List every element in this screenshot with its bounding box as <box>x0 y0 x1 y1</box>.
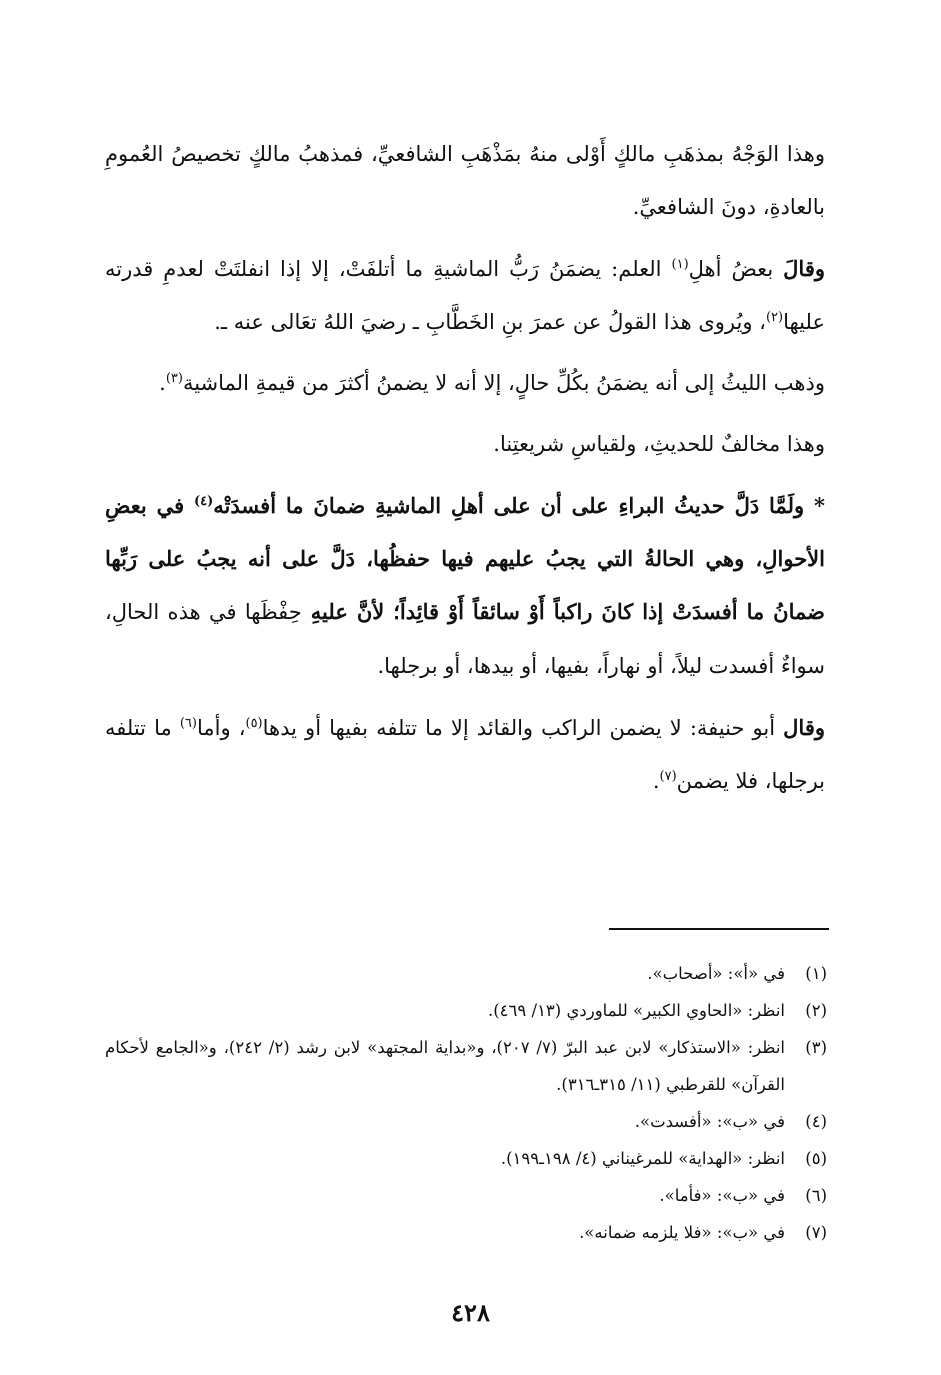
footnote-reference: (٦) <box>179 716 197 731</box>
text-segment: العلم: يضمَنُ رَبُّ الماشيةِ ما أتلفَتْ، إلا إذا انفلتَتْ لعدمِ قدرته عليها <box>105 257 825 334</box>
text-segment: * ولَمَّا دَلَّ حديثُ البراءِ على أن على أهلِ الماشيةِ ضمانَ ما أفسدَتْه <box>213 493 825 518</box>
paragraph <box>105 701 825 808</box>
footnote-text: في «ب»: «فأما». <box>659 1186 785 1205</box>
footnote-item <box>105 1103 827 1140</box>
footnote-divider <box>609 928 829 930</box>
footnote-text: في «أ»: «أصحاب». <box>647 964 785 983</box>
footnote-number: (٧) <box>805 1223 827 1242</box>
footnote-number: (٥) <box>805 1149 827 1168</box>
footnote-number: (٣) <box>805 1038 827 1057</box>
footnote-number: (٢) <box>805 1001 827 1020</box>
footnotes-section <box>105 955 827 1251</box>
text-segment: حِفْظَها في هذه الحالِ، سواءٌ أفسدت ليلاً، أو نهاراً، بفيها، أو بيدها، أو برجلها. <box>105 600 825 678</box>
footnote-item <box>105 1214 827 1251</box>
footnote-reference: (٢) <box>765 310 784 325</box>
page-number: ٤٢٨ <box>451 1298 490 1327</box>
footnote-number: (١) <box>805 964 827 983</box>
paragraph <box>105 479 825 693</box>
text-segment: بعضُ أهلِ <box>688 257 784 281</box>
footnote-text: انظر: «الحاوي الكبير» للماوردي (١٣/ ٤٦٩). <box>487 1001 785 1020</box>
footnote-text: في «ب»: «فلا يلزمه ضمانه». <box>579 1223 785 1242</box>
footnote-item <box>105 992 827 1029</box>
text-segment: . <box>159 371 166 395</box>
text-segment: وهذا الوَجْهُ بمذهَبِ مالكٍ أَوْلى منهُ بمَذْهَبِ الشافعيِّ، فمذهبُ مالكٍ تخصيصُ العُمومِ بالعادةِ، دونَ الشافعيِّ. <box>105 142 825 219</box>
paragraph <box>105 242 825 349</box>
paragraph <box>105 418 825 471</box>
text-segment: وقالَ <box>783 256 825 281</box>
footnote-item <box>105 955 827 992</box>
footnote-reference: (٤) <box>194 494 214 509</box>
paragraph <box>105 357 825 410</box>
text-segment: في بعضِ الأحوالِ، وهي الحالةُ التي يجبُ عليهم فيها حفظُها، دَلَّ على أنه يجبُ على رَبِّها ضمانُ ما أفسدَتْ إذا كانَ راكباً أَوْ سائقاً أَوْ قائِداً؛ لأنَّ عليهِ <box>105 493 825 624</box>
footnote-text: في «ب»: «أفسدت». <box>634 1112 785 1131</box>
footnote-item <box>105 1029 827 1103</box>
footnote-text: انظر: «الهداية» للمرغيناني (٤/ ١٩٨ـ١٩٩). <box>500 1149 785 1168</box>
text-segment: وهذا مخالفٌ للحديثِ، ولقياسِ شريعتِنا. <box>493 432 825 456</box>
text-segment: . <box>652 769 660 793</box>
text-segment: وذهب الليثُ إلى أنه يضمَنُ بكُلِّ حالٍ، إلا أنه لا يضمنُ أكثرَ من قيمةِ الماشية <box>182 371 825 395</box>
text-segment: وقال <box>783 715 826 740</box>
footnote-item <box>105 1177 827 1214</box>
text-segment: ، وأما <box>196 716 246 740</box>
text-segment: ما تتلفه برجلها، فلا يضمن <box>105 716 825 793</box>
text-segment: أبو حنيفة: لا يضمن الراكب والقائد إلا ما تتلفه بفيها أو يدها <box>262 716 784 740</box>
footnote-reference: (٧) <box>659 769 677 784</box>
footnote-reference: (٥) <box>245 716 263 731</box>
paragraph <box>105 128 825 234</box>
footnote-reference: (٣) <box>165 371 183 386</box>
footnote-text: انظر: «الاستذكار» لابن عبد البرّ (٧/ ٢٠٧)، و«بداية المجتهد» لابن رشد (٢/ ٢٤٢)، و«الجامع لأحكام القرآن» للقرطبي (١١/ ٣١٥ـ٣١٦). <box>105 1038 786 1094</box>
footnote-reference: (١) <box>671 257 689 272</box>
text-segment: ، ويُروى هذا القولُ عن عمرَ بنِ الخَطَّابِ ـ رضيَ اللهُ تعَالى عنه ـ. <box>214 310 766 334</box>
footnote-item <box>105 1140 827 1177</box>
footnote-number: (٦) <box>805 1186 827 1205</box>
footnote-number: (٤) <box>805 1112 827 1131</box>
main-text-body <box>105 128 825 816</box>
